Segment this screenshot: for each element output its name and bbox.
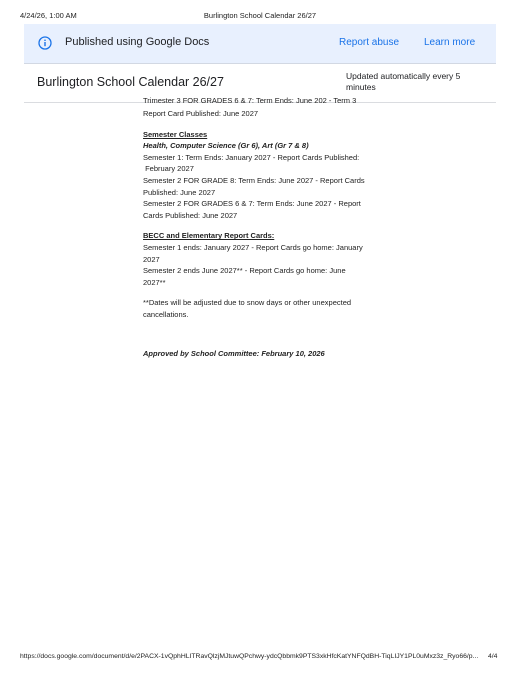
info-icon [38, 36, 52, 50]
print-page-title: Burlington School Calendar 26/27 [203, 11, 317, 20]
semester-line: Cards Published: June 2027 [143, 210, 238, 220]
document-content[interactable] [0, 96, 520, 643]
becc-line: 2027** [143, 277, 166, 287]
semester-subheading: Health, Computer Science (Gr 6), Art (Gr 7 & 8) [143, 141, 309, 151]
print-header [0, 0, 520, 22]
cutoff-line: Trimester 3 FOR GRADES 6 & 7: Term Ends: June 202 - Term 3 [143, 96, 357, 105]
semester-line: Semester 1: Term Ends: January 2027 - Report Cards Published: [143, 152, 360, 162]
document-body [143, 108, 383, 359]
page-number: 4/4 [488, 653, 498, 660]
update-notice-line: minutes [346, 81, 376, 92]
semester-line: Published: June 2027 [143, 187, 216, 197]
semester-line: Semester 2 FOR GRADES 6 & 7: Term Ends: June 2027 - Report [143, 199, 361, 209]
print-footer [0, 653, 520, 665]
report-card-line: Report Card Published: June 2027 [143, 109, 259, 118]
report-abuse-link[interactable]: Report abuse [339, 37, 400, 48]
published-banner [24, 24, 496, 64]
note-line: cancellations. [143, 309, 189, 319]
learn-more-link[interactable]: Learn more [424, 37, 476, 48]
document-title: Burlington School Calendar 26/27 [37, 75, 224, 89]
semester-line: Semester 2 FOR GRADE 8: Term Ends: June 2027 - Report Cards [143, 175, 365, 185]
semester-line: February 2027 [143, 164, 194, 174]
becc-line: Semester 1 ends: January 2027 - Report Cards go home: January [143, 242, 363, 252]
update-notice [346, 71, 486, 92]
becc-line: Semester 2 ends June 2027** - Report Cards go home: June [143, 266, 346, 276]
note-line: **Dates will be adjusted due to snow days or other unexpected [143, 298, 352, 308]
semester-heading: Semester Classes [143, 129, 208, 139]
becc-heading: BECC and Elementary Report Cards: [143, 231, 275, 241]
print-url: https://docs.google.com/document/d/e/2PACX-1vQphHLITRavQlzjMJtuwQPchwy-ydcQbbmk9PTS3xkHfcKatYNFQdBH-TiqLIJY1PL0uMxz3z_Ryo66/p... [20, 653, 479, 660]
becc-line: 2027 [143, 254, 160, 264]
approval-line: Approved by School Committee: February 10, 2026 [143, 348, 325, 358]
update-notice-line: Updated automatically every 5 [346, 71, 461, 81]
print-date: 4/24/26, 1:00 AM [20, 11, 77, 20]
published-text: Published using Google Docs [65, 36, 210, 48]
